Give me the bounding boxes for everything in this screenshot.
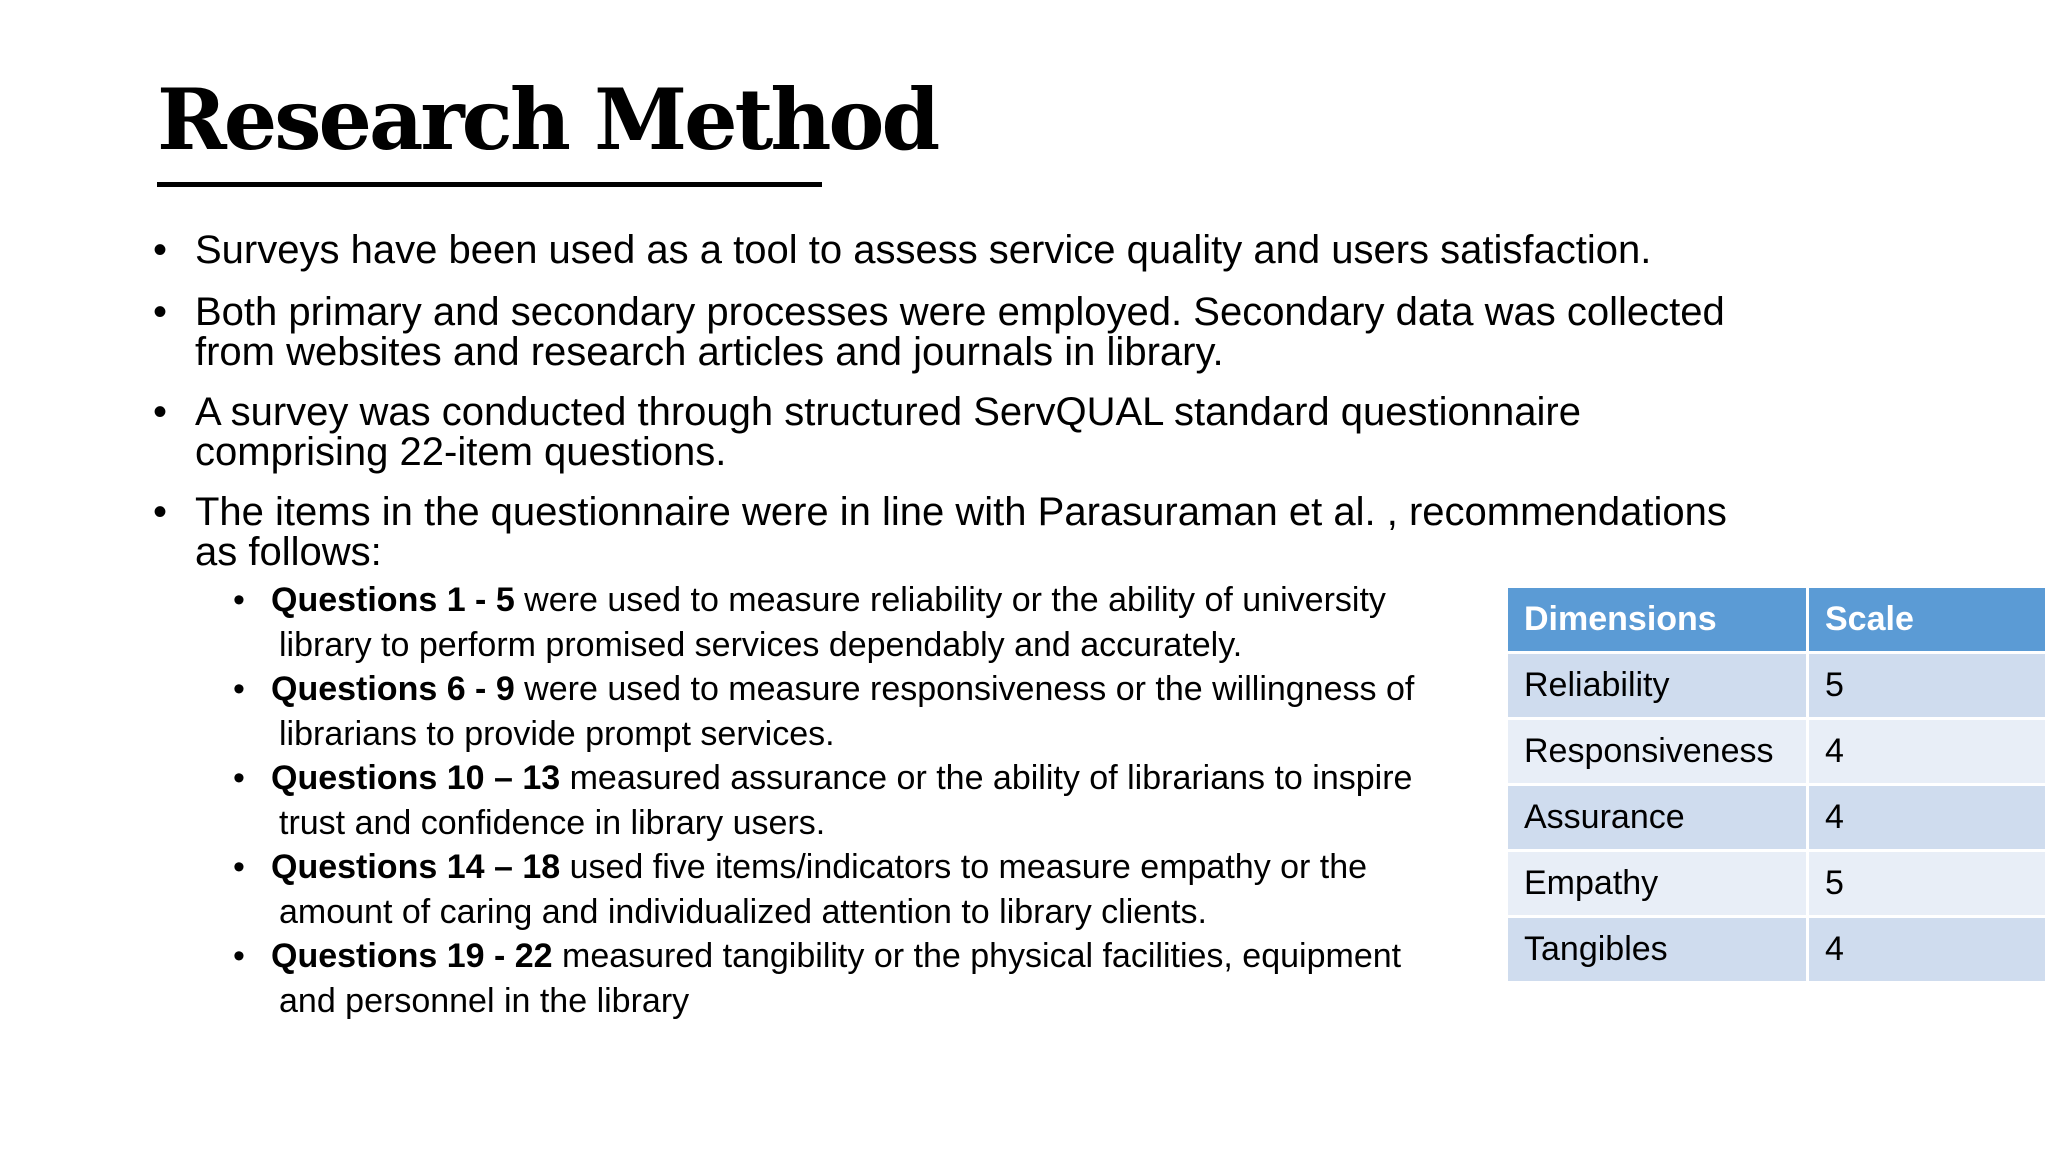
bullet-text: Both primary and secondary processes were employed. Secondary data was collected xyxy=(195,290,1725,334)
scale-cell: 4 xyxy=(1808,785,2047,851)
dimension-cell: Assurance xyxy=(1508,785,1808,851)
table-row xyxy=(1508,719,2047,785)
bullet-text: Surveys have been used as a tool to assess service quality and users satisfaction. xyxy=(195,228,1652,272)
bullet-text: A survey was conducted through structured ServQUAL standard questionnaire xyxy=(195,390,1581,434)
title-underline xyxy=(157,182,822,187)
sub-bullet-text: measured tangibility or the physical facilities, equipment xyxy=(552,937,1402,975)
dimension-cell: Tangibles xyxy=(1508,917,1808,983)
sub-bullet-item xyxy=(233,845,1531,935)
bullet-text: from websites and research articles and journals in library. xyxy=(195,330,1224,374)
bullet-text: comprising 22-item questions. xyxy=(195,430,727,474)
bullet-text: The items in the questionnaire were in line with Parasuraman et al. , recommendations xyxy=(195,490,1727,534)
sub-bullet-item xyxy=(233,667,1531,757)
bullet-item xyxy=(153,490,1895,574)
dimension-cell: Empathy xyxy=(1508,851,1808,917)
column-header-dimensions: Dimensions xyxy=(1508,588,1808,653)
bullet-item xyxy=(153,290,1895,374)
sub-bullet-continuation: amount of caring and individualized attention to library clients. xyxy=(279,893,1207,931)
table-row xyxy=(1508,653,2047,719)
bullet-dot: • xyxy=(153,390,168,434)
table-header-row xyxy=(1508,588,2047,653)
question-range: Questions 19 - 22 xyxy=(271,937,553,975)
scale-cell: 4 xyxy=(1808,719,2047,785)
bullet-dot: • xyxy=(153,228,168,272)
bullet-dot: • xyxy=(233,759,245,797)
sub-bullet-text: were used to measure responsiveness or the willingness of xyxy=(514,670,1415,708)
bullet-dot: • xyxy=(153,490,168,534)
sub-bullet-text: used five items/indicators to measure empathy or the xyxy=(560,848,1368,886)
dimension-cell: Reliability xyxy=(1508,653,1808,719)
sub-bullet-item xyxy=(233,934,1531,1024)
sub-bullet-continuation: and personnel in the library xyxy=(279,982,690,1020)
sub-bullet-text: were used to measure reliability or the ability of university xyxy=(514,581,1386,619)
column-header-scale: Scale xyxy=(1808,588,2047,653)
dimensions-table xyxy=(1508,588,2048,984)
scale-cell: 5 xyxy=(1808,653,2047,719)
bullet-dot: • xyxy=(233,670,245,708)
bullet-item xyxy=(153,390,1895,474)
bullet-dot: • xyxy=(233,581,245,619)
sub-bullet-continuation: librarians to provide prompt services. xyxy=(279,715,835,753)
question-range: Questions 14 – 18 xyxy=(271,848,561,886)
bullet-item xyxy=(153,228,1895,272)
bullet-dot: • xyxy=(233,848,245,886)
sub-bullet-text: measured assurance or the ability of librarians to inspire xyxy=(560,759,1413,797)
table-row xyxy=(1508,851,2047,917)
bullet-dot: • xyxy=(153,290,168,334)
table-row xyxy=(1508,785,2047,851)
bullet-text: as follows: xyxy=(195,530,382,574)
table-row xyxy=(1508,917,2047,983)
scale-cell: 4 xyxy=(1808,917,2047,983)
question-range: Questions 6 - 9 xyxy=(271,670,515,708)
sub-bullet-item xyxy=(233,578,1531,668)
question-range: Questions 10 – 13 xyxy=(271,759,561,797)
question-range: Questions 1 - 5 xyxy=(271,581,515,619)
bullet-dot: • xyxy=(233,937,245,975)
sub-bullet-continuation: library to perform promised services dependably and accurately. xyxy=(279,626,1243,664)
dimension-cell: Responsiveness xyxy=(1508,719,1808,785)
sub-bullet-continuation: trust and confidence in library users. xyxy=(279,804,826,842)
scale-cell: 5 xyxy=(1808,851,2047,917)
slide-title: Research Method xyxy=(157,70,938,169)
sub-bullet-item xyxy=(233,756,1531,846)
